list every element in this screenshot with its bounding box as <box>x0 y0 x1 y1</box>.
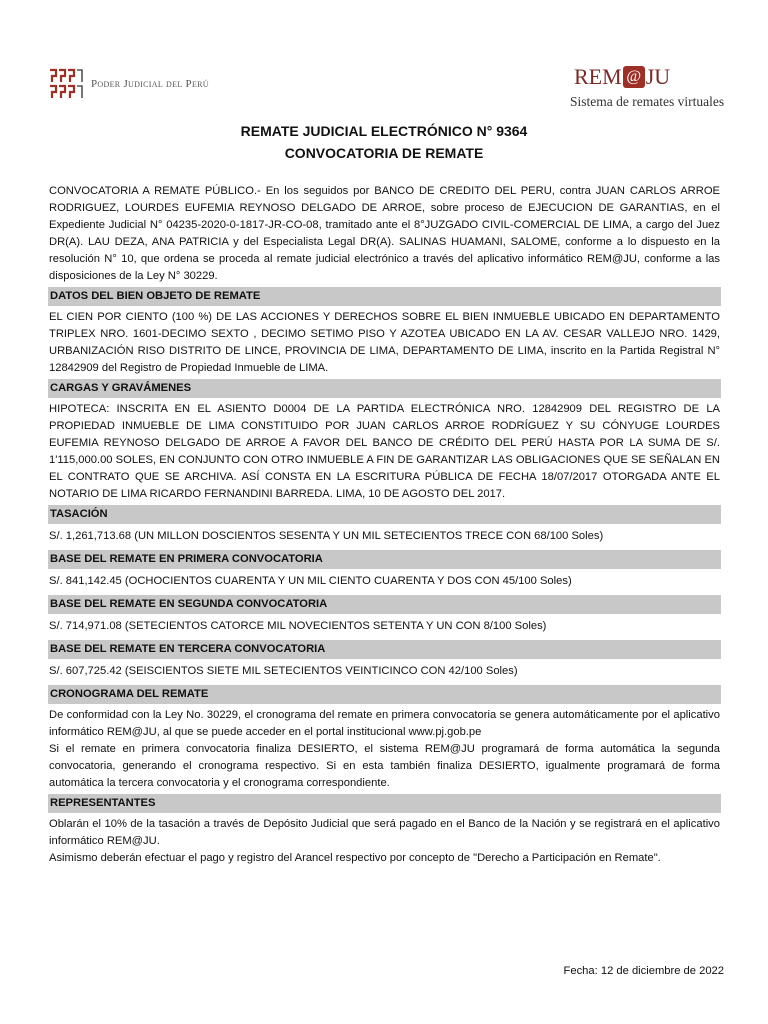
footer-date: Fecha: 12 de diciembre de 2022 <box>563 965 724 977</box>
cronograma-text-1: De conformidad con la Ley No. 30229, el cronograma del remate en primera convocatoria se genera automáticamente por el aplicativo informático REM@JU, al que se puede acceder en el portal institucional www.pj.gob.pe <box>49 709 720 738</box>
title-line-2: CONVOCATORIA DE REMATE <box>284 145 484 161</box>
representantes-text-2: Asimismo deberán efectuar el pago y registro del Arancel respectivo por concepto de "Derecho a Participación en Remate". <box>49 852 661 864</box>
bien-text: EL CIEN POR CIENTO (100 %) DE LAS ACCIONES Y DERECHOS SOBRE EL BIEN INMUEBLE UBICADO EN DEPARTAMENTO TRIPLEX NRO. 1601-DECIMO SEXTO , DECIMO SETIMO PISO Y AZOTEA UBICADO EN LA AV. CESAR VALLEJO NRO. 1429, URBANIZACIÓN RISO DISTRITO DE LINCE, PROVINCIA DE LIMA, DEPARTAMENTO DE LIMA, inscrito en la Partida Registral N° 12842909 del Registro de Propiedad Inmueble de LIMA. <box>49 311 720 374</box>
poder-judicial-logo <box>48 68 209 100</box>
cronograma-text-2: Si el remate en primera convocatoria finaliza DESIERTO, el sistema REM@JU programará de forma automática la segunda convocatoria, generando el cronograma respectivo. Si en esta también finaliza DESIERTO, igualmente programará de forma automática la tercera convocatoria y el cronograma correspondiente. <box>49 743 720 789</box>
tasacion-value: S/. 1,261,713.68 (UN MILLON DOSCIENTOS SESENTA Y UN MIL SETECIENTOS TRECE CON 68/100 Soles) <box>49 530 604 542</box>
remaju-wordmark: REM @ JU <box>574 64 671 89</box>
section-heading-bien: DATOS DEL BIEN OBJETO DE REMATE <box>48 287 721 306</box>
section-heading-segunda: BASE DEL REMATE EN SEGUNDA CONVOCATORIA <box>48 595 721 614</box>
at-sign-icon: @ <box>623 66 645 88</box>
remaju-logo <box>570 64 725 110</box>
section-heading-representantes: REPRESENTANTES <box>48 794 721 813</box>
document-body <box>48 183 721 867</box>
poder-judicial-emblem-icon <box>48 68 84 100</box>
document-title <box>0 120 768 164</box>
poder-judicial-name: Poder Judicial del Perú <box>91 78 209 90</box>
section-heading-tercera: BASE DEL REMATE EN TERCERA CONVOCATORIA <box>48 640 721 659</box>
primera-value: S/. 841,142.45 (OCHOCIENTOS CUARENTA Y UN MIL CIENTO CUARENTA Y DOS CON 45/100 Soles) <box>49 575 572 587</box>
section-heading-cargas: CARGAS Y GRAVÁMENES <box>48 379 721 398</box>
representantes-text-1: Oblarán el 10% de la tasación a través de Depósito Judicial que será pagado en el Banco de la Nación y se registrará en el aplicativo informático REM@JU. <box>49 818 720 847</box>
title-line-1: REMATE JUDICIAL ELECTRÓNICO N° 9364 <box>240 123 528 139</box>
remaju-tagline: Sistema de remates virtuales <box>570 94 725 109</box>
intro-paragraph: CONVOCATORIA A REMATE PÚBLICO.- En los seguidos por BANCO DE CREDITO DEL PERU, contra JUAN CARLOS ARROE RODRIGUEZ, LOURDES EUFEMIA REYNOSO DELGADO DE ARROE, sobre proceso de EJECUCION DE GARANTIAS, en el Expediente Judicial N° 04235-2020-0-1817-JR-CO-08, tramitado ante el 8°JUZGADO CIVIL-COMERCIAL DE LIMA, a cargo del Juez DR(A). LAU DEZA, ANA PATRICIA y del Especialista Legal DR(A). SALINAS HUAMANI, SALOME, conforme a lo dispuesto en la resolución N° 10, que ordena se proceda al remate judicial electrónico a través del aplicativo informático REM@JU, conforme a las disposiciones de la Ley N° 30229. <box>49 185 720 282</box>
section-heading-cronograma: CRONOGRAMA DEL REMATE <box>48 685 721 704</box>
section-heading-tasacion: TASACIÓN <box>48 505 721 524</box>
segunda-value: S/. 714,971.08 (SETECIENTOS CATORCE MIL NOVECIENTOS SETENTA Y UN CON 8/100 Soles) <box>49 620 547 632</box>
section-heading-primera: BASE DEL REMATE EN PRIMERA CONVOCATORIA <box>48 550 721 569</box>
tercera-value: S/. 607,725.42 (SEISCIENTOS SIETE MIL SETECIENTOS VEINTICINCO CON 42/100 Soles) <box>49 665 518 677</box>
cargas-text: HIPOTECA: INSCRITA EN EL ASIENTO D0004 DE LA PARTIDA ELECTRÓNICA NRO. 12842909 DEL REGISTRO DE LA PROPIEDAD INMUEBLE DE LIMA CONSTITUIDO POR JUAN CARLOS ARROE RODRÍGUEZ Y SU CÓNYUGE LOURDES EUFEMIA REYNOSO DELGADO DE ARROE A FAVOR DEL BANCO DE CRÉDITO DEL PERÚ HASTA POR LA SUMA DE S/. 1'115,000.00 SOLES, EN CONJUNTO CON OTRO INMUEBLE A FIN DE GARANTIZAR LAS OBLIGACIONES QUE SE SEÑALAN EN EL CONTRATO QUE SE ARCHIVA. ASÍ CONSTA EN LA ESCRITURA PÚBLICA DE FECHA 18/07/2017 OTORGADA ANTE EL NOTARIO DE LIMA RICARDO FERNANDINI BARREDA. LIMA, 10 DE AGOSTO DEL 2017. <box>49 403 720 500</box>
